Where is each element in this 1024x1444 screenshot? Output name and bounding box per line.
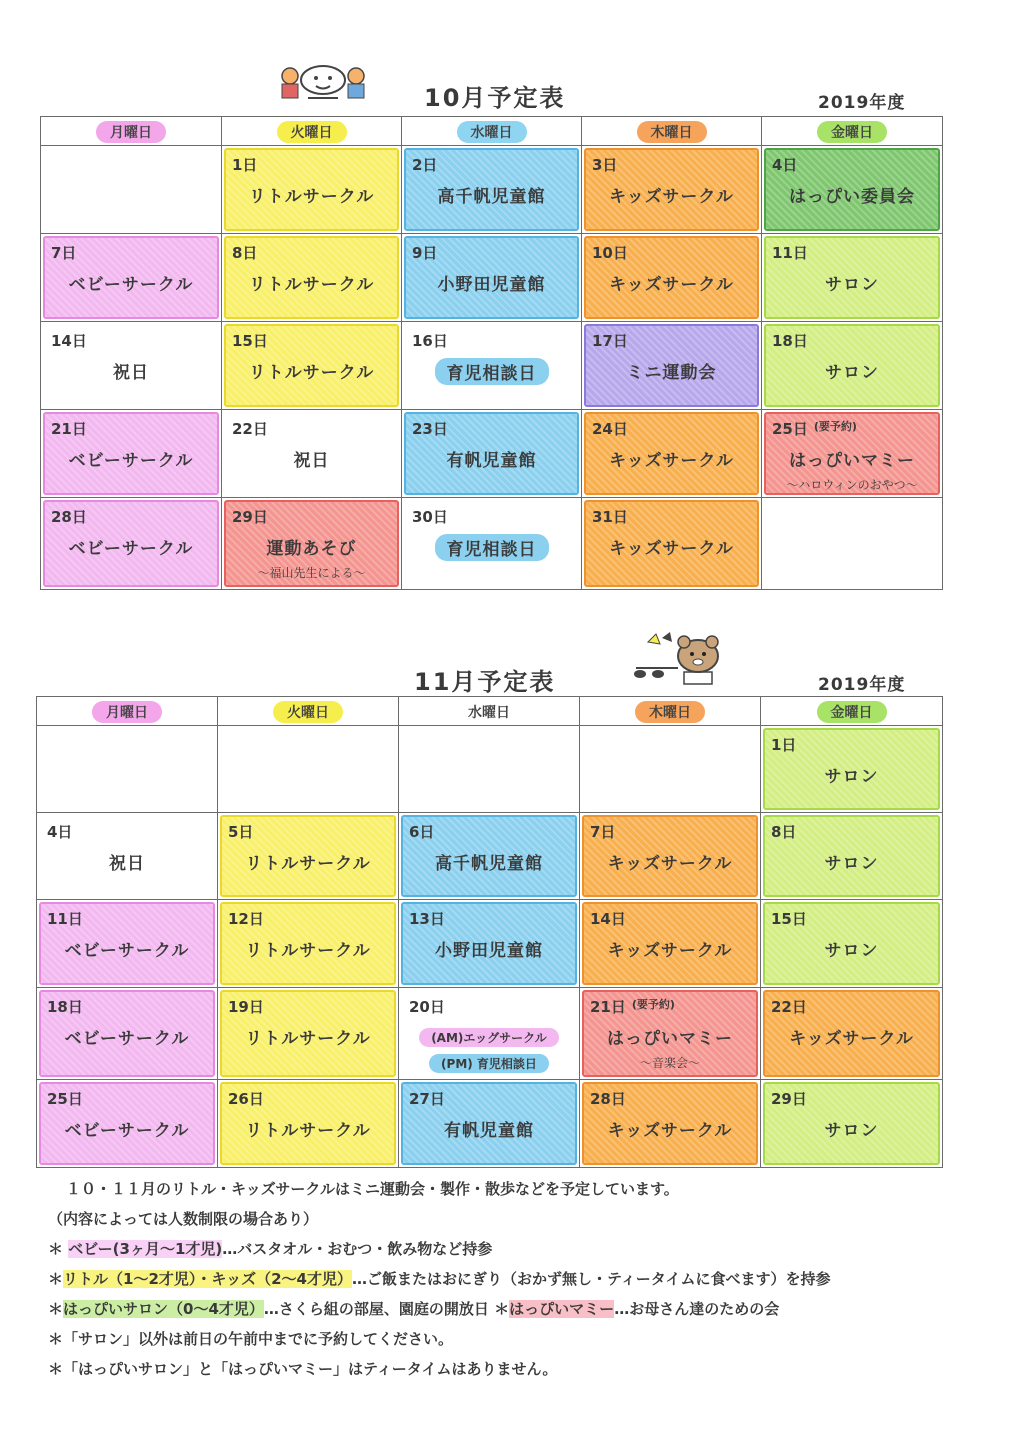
day-label: 金曜日 xyxy=(817,701,887,723)
note-line xyxy=(48,1268,988,1289)
day-number: 31日 xyxy=(592,508,628,526)
day-number: 12日 xyxy=(228,910,264,928)
event-name: リトルサークル xyxy=(248,275,375,295)
day-label: 火曜日 xyxy=(277,121,347,143)
day-number: 26日 xyxy=(228,1090,264,1108)
note-line xyxy=(48,1208,988,1229)
day-number xyxy=(772,418,857,439)
event-name: ベビーサークル xyxy=(68,539,194,559)
footer-notes xyxy=(48,1178,988,1388)
day-number: 7日 xyxy=(51,244,77,262)
november-week-row xyxy=(37,1080,943,1168)
day-cell xyxy=(37,1080,218,1168)
day-cell xyxy=(582,498,762,590)
day-cell xyxy=(582,322,762,410)
header-monday xyxy=(41,117,222,146)
day-label: 火曜日 xyxy=(273,701,343,723)
event-name: リトルサークル xyxy=(248,363,375,383)
note-text: ＊「はっぴいサロン」と「はっぴいマミー」はティータイムはありません。 xyxy=(48,1360,558,1378)
day-number: 29日 xyxy=(232,508,268,526)
header-thursday xyxy=(582,117,762,146)
day-cell xyxy=(222,322,402,410)
day-number: 3日 xyxy=(592,156,618,174)
event-name: キッズサークル xyxy=(607,1121,733,1141)
event-name: はっぴいマミー xyxy=(607,1029,733,1049)
day-number: 4日 xyxy=(47,823,73,841)
day-number: 28日 xyxy=(590,1090,626,1108)
day-cell xyxy=(399,726,580,813)
am-event-label: (AM)エッグサークル xyxy=(419,1028,559,1047)
day-number: 18日 xyxy=(772,332,808,350)
day-number: 15日 xyxy=(232,332,268,350)
note-text: （内容によっては人数制限の場合あり） xyxy=(48,1210,319,1228)
day-cell xyxy=(37,813,218,900)
day-cell xyxy=(402,234,582,322)
header-monday xyxy=(37,697,218,726)
day-cell xyxy=(762,234,943,322)
day-number: 6日 xyxy=(409,823,435,841)
day-number: 13日 xyxy=(409,910,445,928)
day-label: 月曜日 xyxy=(92,701,162,723)
october-calendar xyxy=(40,116,943,590)
event-name: ベビーサークル xyxy=(64,1121,190,1141)
event-name: サロン xyxy=(824,941,879,961)
note-text: ＊「サロン」以外は前日の午前中までに予約してください。 xyxy=(48,1330,454,1348)
highlight-mommy: はっぴいマミー xyxy=(509,1300,615,1318)
header-wednesday xyxy=(402,117,582,146)
day-label: 月曜日 xyxy=(96,121,166,143)
bullet-star: ＊ xyxy=(48,1300,64,1318)
event-name: 育児相談日 xyxy=(435,358,549,385)
event-name: サロン xyxy=(824,854,879,874)
day-label: 木曜日 xyxy=(635,701,705,723)
day-label: 水曜日 xyxy=(468,705,510,721)
day-cell xyxy=(402,410,582,498)
day-cell xyxy=(580,726,761,813)
day-cell xyxy=(761,726,943,813)
day-number: 21日 xyxy=(51,420,87,438)
day-cell xyxy=(218,1080,399,1168)
event-name: 育児相談日 xyxy=(435,534,549,561)
event-name: ベビーサークル xyxy=(68,275,194,295)
day-cell xyxy=(761,988,943,1080)
day-number: 16日 xyxy=(412,332,448,350)
day-cell xyxy=(37,726,218,813)
october-title: 10月予定表 xyxy=(424,84,566,112)
event-name: ベビーサークル xyxy=(64,1029,190,1049)
event-name: 小野田児童館 xyxy=(437,275,546,295)
reservation-note: (要予約) xyxy=(631,998,675,1011)
day-cell xyxy=(580,1080,761,1168)
event-name: リトルサークル xyxy=(245,1029,371,1049)
pm-event-label: (PM) 育児相談日 xyxy=(429,1054,549,1073)
day-cell xyxy=(761,813,943,900)
november-week-row xyxy=(37,726,943,813)
day-number: 11日 xyxy=(772,244,808,262)
day-cell xyxy=(218,988,399,1080)
day-cell xyxy=(41,146,222,234)
event-pill xyxy=(404,534,579,561)
event-name: はっぴい委員会 xyxy=(789,187,915,207)
day-cell xyxy=(399,988,580,1080)
header-tuesday xyxy=(222,117,402,146)
event-name: 高千帆児童館 xyxy=(437,187,546,207)
day-cell xyxy=(402,146,582,234)
day-cell xyxy=(761,1080,943,1168)
day-cell xyxy=(762,498,943,590)
note-line xyxy=(48,1358,988,1379)
event-name: リトルサークル xyxy=(245,854,371,874)
event-name: 高千帆児童館 xyxy=(435,854,543,874)
day-cell xyxy=(580,900,761,988)
highlight-baby: ベビー(3ヶ月～1才児) xyxy=(68,1240,223,1258)
bullet-star: ＊ xyxy=(48,1270,64,1288)
event-subtitle: ～福山先生による～ xyxy=(257,566,366,580)
event-name: キッズサークル xyxy=(607,941,733,961)
day-number: 7日 xyxy=(590,823,616,841)
october-week-row xyxy=(41,498,943,590)
day-number: 2日 xyxy=(412,156,438,174)
day-number: 30日 xyxy=(412,508,448,526)
day-label: 水曜日 xyxy=(457,121,527,143)
day-number: 28日 xyxy=(51,508,87,526)
november-calendar xyxy=(36,696,943,1168)
event-name: 祝日 xyxy=(109,854,145,874)
day-cell xyxy=(582,410,762,498)
day-number: 9日 xyxy=(412,244,438,262)
event-name: キッズサークル xyxy=(609,275,734,295)
day-cell xyxy=(402,322,582,410)
day-label: 木曜日 xyxy=(637,121,707,143)
day-number: 15日 xyxy=(771,910,807,928)
note-text: …バスタオル・おむつ・飲み物など持参 xyxy=(222,1240,493,1258)
november-week-row xyxy=(37,900,943,988)
note-text: １０・１１月のリトル・キッズサークルはミニ運動会・製作・散歩などを予定しています。 xyxy=(66,1180,679,1198)
day-cell xyxy=(580,988,761,1080)
day-number xyxy=(590,996,675,1017)
header-friday xyxy=(761,697,943,726)
day-cell xyxy=(399,900,580,988)
day-cell xyxy=(37,900,218,988)
day-number: 8日 xyxy=(771,823,797,841)
header-friday xyxy=(762,117,943,146)
bear-music-mascot-icon xyxy=(628,630,728,688)
event-name: サロン xyxy=(824,1121,879,1141)
event-pill xyxy=(404,358,579,385)
day-number: 8日 xyxy=(232,244,258,262)
october-header-row xyxy=(41,117,943,146)
day-cell xyxy=(582,234,762,322)
note-line xyxy=(48,1178,988,1199)
day-cell xyxy=(41,498,222,590)
day-cell xyxy=(580,813,761,900)
event-name: 小野田児童館 xyxy=(435,941,543,961)
day-cell xyxy=(37,988,218,1080)
day-cell xyxy=(399,813,580,900)
day-cell xyxy=(222,146,402,234)
event-name: 有帆児童館 xyxy=(444,1121,534,1141)
day-number: 18日 xyxy=(47,998,83,1016)
november-week-row xyxy=(37,813,943,900)
day-cell xyxy=(762,146,943,234)
event-name: ミニ運動会 xyxy=(626,363,717,383)
day-number: 14日 xyxy=(51,332,87,350)
day-cell xyxy=(222,234,402,322)
day-cell xyxy=(218,900,399,988)
header-wednesday xyxy=(399,697,580,726)
october-week-row xyxy=(41,410,943,498)
event-name: キッズサークル xyxy=(607,854,733,874)
highlight-salon: はっぴいサロン（0～4才児） xyxy=(63,1300,264,1318)
day-cell xyxy=(762,322,943,410)
reservation-note: (要予約) xyxy=(813,420,857,433)
day-cell xyxy=(222,498,402,590)
day-number-text: 21日 xyxy=(590,998,626,1016)
november-header-row xyxy=(37,697,943,726)
note-line xyxy=(48,1328,988,1349)
day-cell xyxy=(41,234,222,322)
event-name: 祝日 xyxy=(293,451,330,471)
day-number-text: 25日 xyxy=(772,420,808,438)
event-name: リトルサークル xyxy=(245,1121,371,1141)
event-name: 祝日 xyxy=(113,363,149,383)
event-name: ベビーサークル xyxy=(68,451,194,471)
note-line xyxy=(48,1238,988,1259)
day-number: 24日 xyxy=(592,420,628,438)
event-name: リトルサークル xyxy=(245,941,371,961)
day-number: 20日 xyxy=(409,998,445,1016)
bullet-star: ＊ xyxy=(494,1300,510,1318)
bullet-star: ＊ xyxy=(48,1240,64,1258)
day-label: 金曜日 xyxy=(817,121,887,143)
day-number: 14日 xyxy=(590,910,626,928)
event-name: はっぴいマミー xyxy=(789,451,915,471)
pm-event xyxy=(401,1054,577,1073)
day-cell xyxy=(762,410,943,498)
day-number: 5日 xyxy=(228,823,254,841)
note-text: …さくら組の部屋、園庭の開放日 xyxy=(263,1300,489,1318)
event-name: キッズサークル xyxy=(609,451,734,471)
event-name: サロン xyxy=(825,363,879,383)
day-number: 4日 xyxy=(772,156,798,174)
event-name: リトルサークル xyxy=(248,187,375,207)
note-text: …お母さん達のための会 xyxy=(614,1300,780,1318)
event-subtitle: ～ハロウィンのおやつ～ xyxy=(786,478,918,492)
event-name: ベビーサークル xyxy=(64,941,190,961)
day-number: 29日 xyxy=(771,1090,807,1108)
day-number: 1日 xyxy=(771,736,797,754)
day-number: 22日 xyxy=(232,420,268,438)
note-line xyxy=(48,1298,988,1319)
day-cell xyxy=(399,1080,580,1168)
day-number: 17日 xyxy=(592,332,628,350)
november-week-row xyxy=(37,988,943,1080)
day-cell xyxy=(218,726,399,813)
event-name: キッズサークル xyxy=(609,539,734,559)
day-number: 11日 xyxy=(47,910,83,928)
am-event xyxy=(401,1028,577,1047)
october-week-row xyxy=(41,146,943,234)
event-name: キッズサークル xyxy=(609,187,734,207)
highlight-little-kids: リトル（1～2才児）・キッズ（2～4才児） xyxy=(63,1270,352,1288)
day-number: 1日 xyxy=(232,156,258,174)
day-number: 25日 xyxy=(47,1090,83,1108)
header-tuesday xyxy=(218,697,399,726)
day-cell xyxy=(402,498,582,590)
day-cell xyxy=(761,900,943,988)
october-week-row xyxy=(41,322,943,410)
event-name: 運動あそび xyxy=(266,539,357,559)
event-subtitle: ～音楽会～ xyxy=(639,1056,700,1070)
event-name: キッズサークル xyxy=(789,1029,914,1049)
header-thursday xyxy=(580,697,761,726)
day-number: 19日 xyxy=(228,998,264,1016)
october-year: 2019年度 xyxy=(818,93,906,113)
day-number: 23日 xyxy=(412,420,448,438)
day-cell xyxy=(41,410,222,498)
october-week-row xyxy=(41,234,943,322)
day-number: 10日 xyxy=(592,244,628,262)
november-title: 11月予定表 xyxy=(414,668,556,696)
note-text: …ご飯またはおにぎり（おかず無し・ティータイムに食べます）を持参 xyxy=(351,1270,831,1288)
day-cell xyxy=(218,813,399,900)
event-name: サロン xyxy=(825,275,879,295)
day-cell xyxy=(582,146,762,234)
november-year: 2019年度 xyxy=(818,675,906,695)
day-number: 27日 xyxy=(409,1090,445,1108)
day-cell xyxy=(41,322,222,410)
event-name: 有帆児童館 xyxy=(446,451,537,471)
event-name: サロン xyxy=(824,767,879,787)
children-mascot-icon xyxy=(268,58,378,104)
day-cell xyxy=(222,410,402,498)
day-number: 22日 xyxy=(771,998,807,1016)
